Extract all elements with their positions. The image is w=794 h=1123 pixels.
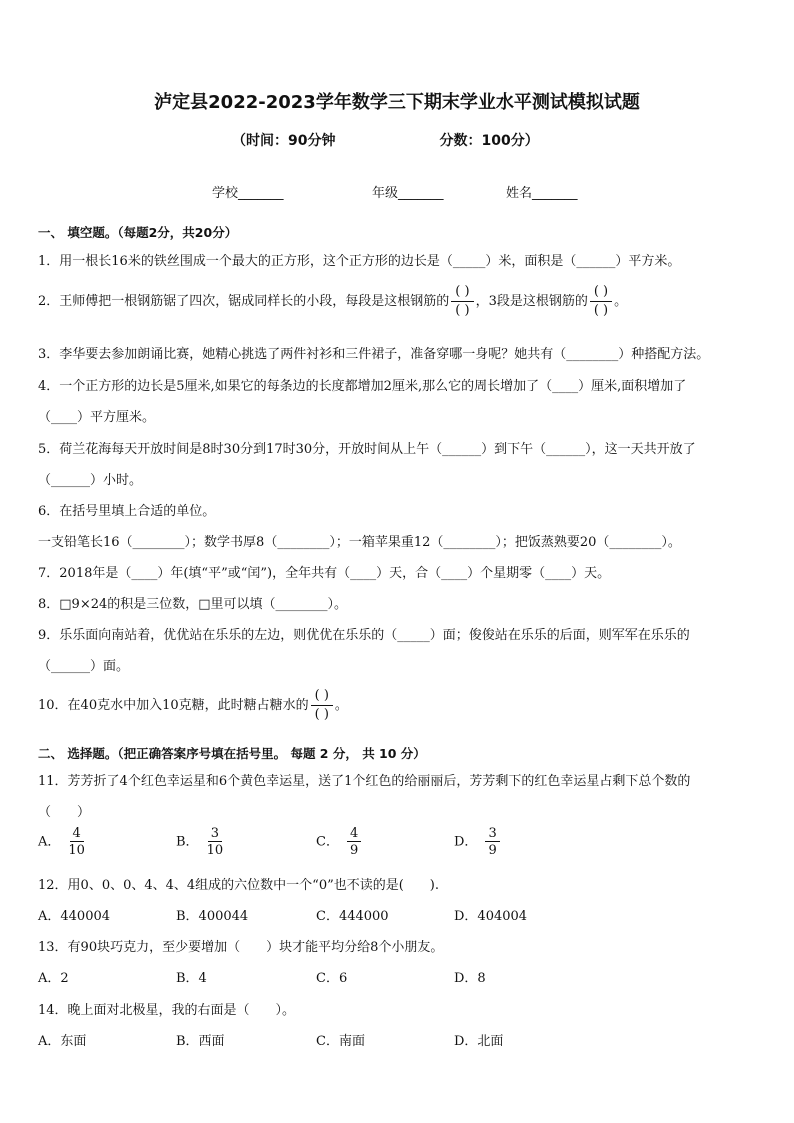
- option-b: B． $\frac{3}{10}$: [176, 826, 224, 858]
- fraction: $\frac{3}{9}$: [485, 826, 499, 858]
- name-field: 姓名_______: [506, 186, 578, 201]
- question-4-line1: 4．一个正方形的边长是5厘米,如果它的每条边的长度都增加2厘米,那么它的周长增加了（____）厘米,面积增加了: [38, 379, 687, 394]
- option-a: A． $\frac{4}{10}$: [38, 826, 85, 858]
- fraction: $\frac{4}{10}$: [68, 826, 85, 858]
- time-limit: （时间：90分钟: [232, 133, 336, 149]
- question-11-line1: 11．芳芳折了4个红色幸运星和6个黄色幸运星，送了1个红色的给丽丽后，芳芳剩下的红色幸运星占剩下总个数的: [38, 774, 691, 789]
- section1-heading: 一、 填空题。（每题2分，共20分）: [38, 225, 238, 240]
- option-c: C．南面: [316, 1034, 365, 1049]
- question-6: 6．在括号里填上合适的单位。: [38, 504, 216, 519]
- question-4-line2: （____）平方厘米。: [38, 410, 156, 425]
- question-11-line2: （ ）: [38, 805, 91, 820]
- question-2-part-b: ，3段是这根钢筋的: [475, 294, 588, 309]
- section2-heading: 二、 选择题。（把正确答案序号填在括号里。 每题 2 分， 共 10 分）: [38, 746, 426, 761]
- option-b: B．400044: [176, 909, 249, 924]
- question-6-items: 一支铅笔长16（________）；数学书厚8（________）；一箱苹果重12（________）；把饭蒸熟要20（________）。: [38, 535, 681, 550]
- question-9-line2: （______）面。: [38, 659, 130, 674]
- school-field: 学校_______: [212, 186, 284, 201]
- fraction-blank: $\frac{( )}{( )}$: [311, 688, 333, 723]
- fraction-blank: $\frac{( )}{( )}$: [590, 284, 612, 319]
- question-14: 14．晚上面对北极星，我的右面是（ ）。: [38, 1003, 296, 1018]
- question-9-line1: 9．乐乐面向南站着，优优站在乐乐的左边，则优优在乐乐的（_____）面；俊俊站在乐乐的后面，则军军在乐乐的: [38, 628, 690, 643]
- question-2: 2．王师傅把一根钢筋锯了四次，锯成同样长的小段，每段是这根钢筋的 $\frac{( )}{( )}$ ，3段是这根钢筋的 $\frac{( )}{( )}$ 。: [38, 284, 628, 318]
- fraction: $\frac{4}{9}$: [347, 826, 361, 858]
- option-d: D．北面: [454, 1034, 504, 1049]
- question-5-line1: 5．荷兰花海每天开放时间是8时30分到17时30分，开放时间从上午（______）到下午（______），这一天共开放了: [38, 442, 696, 457]
- option-a: A．440004: [38, 909, 111, 924]
- exam-meta: [232, 130, 539, 150]
- question-13: 13．有90块巧克力，至少要增加（ ）块才能平均分给8个小朋友。: [38, 940, 444, 955]
- question-1: 1．用一根长16米的铁丝围成一个最大的正方形，这个正方形的边长是（_____）米，面积是（______）平方米。: [38, 254, 681, 269]
- question-10: 10．在40克水中加入10克糖，此时糖占糖水的 $\frac{( )}{( )}$ 。: [38, 688, 348, 722]
- question-7: 7．2018年是（____）年(填“平”或“闰”)，全年共有（____）天，合（____）个星期零（____）天。: [38, 566, 611, 581]
- page-title: 泸定县2022-2023学年数学三下期末学业水平测试模拟试题: [154, 92, 640, 113]
- total-score: 分数：100分）: [439, 133, 539, 149]
- option-c: C． $\frac{4}{9}$: [316, 826, 361, 858]
- question-5-line2: （______）小时。: [38, 473, 143, 488]
- question-12: 12．用0、0、0、4、4、4组成的六位数中一个“0”也不读的是( ).: [38, 878, 440, 893]
- option-d: D．8: [454, 971, 486, 986]
- option-d: D．404004: [454, 909, 528, 924]
- option-d: D． $\frac{3}{9}$: [454, 826, 500, 858]
- option-b: B．西面: [176, 1034, 225, 1049]
- question-2-part-a: 2．王师傅把一根钢筋锯了四次，锯成同样长的小段，每段是这根钢筋的: [38, 294, 450, 309]
- option-a: A．东面: [38, 1034, 87, 1049]
- option-b: B．4: [176, 971, 207, 986]
- question-3: 3．李华要去参加朗诵比赛，她精心挑选了两件衬衫和三件裙子，准备穿哪一身呢？她共有（________）种搭配方法。: [38, 347, 710, 362]
- option-a: A．2: [38, 971, 69, 986]
- fraction-blank: $\frac{( )}{( )}$: [451, 284, 473, 319]
- option-c: C．444000: [316, 909, 389, 924]
- grade-field: 年级_______: [372, 186, 444, 201]
- option-c: C．6: [316, 971, 348, 986]
- fraction: $\frac{3}{10}$: [206, 826, 224, 858]
- question-8: 8．□9×24的积是三位数，□里可以填（________）。: [38, 597, 348, 612]
